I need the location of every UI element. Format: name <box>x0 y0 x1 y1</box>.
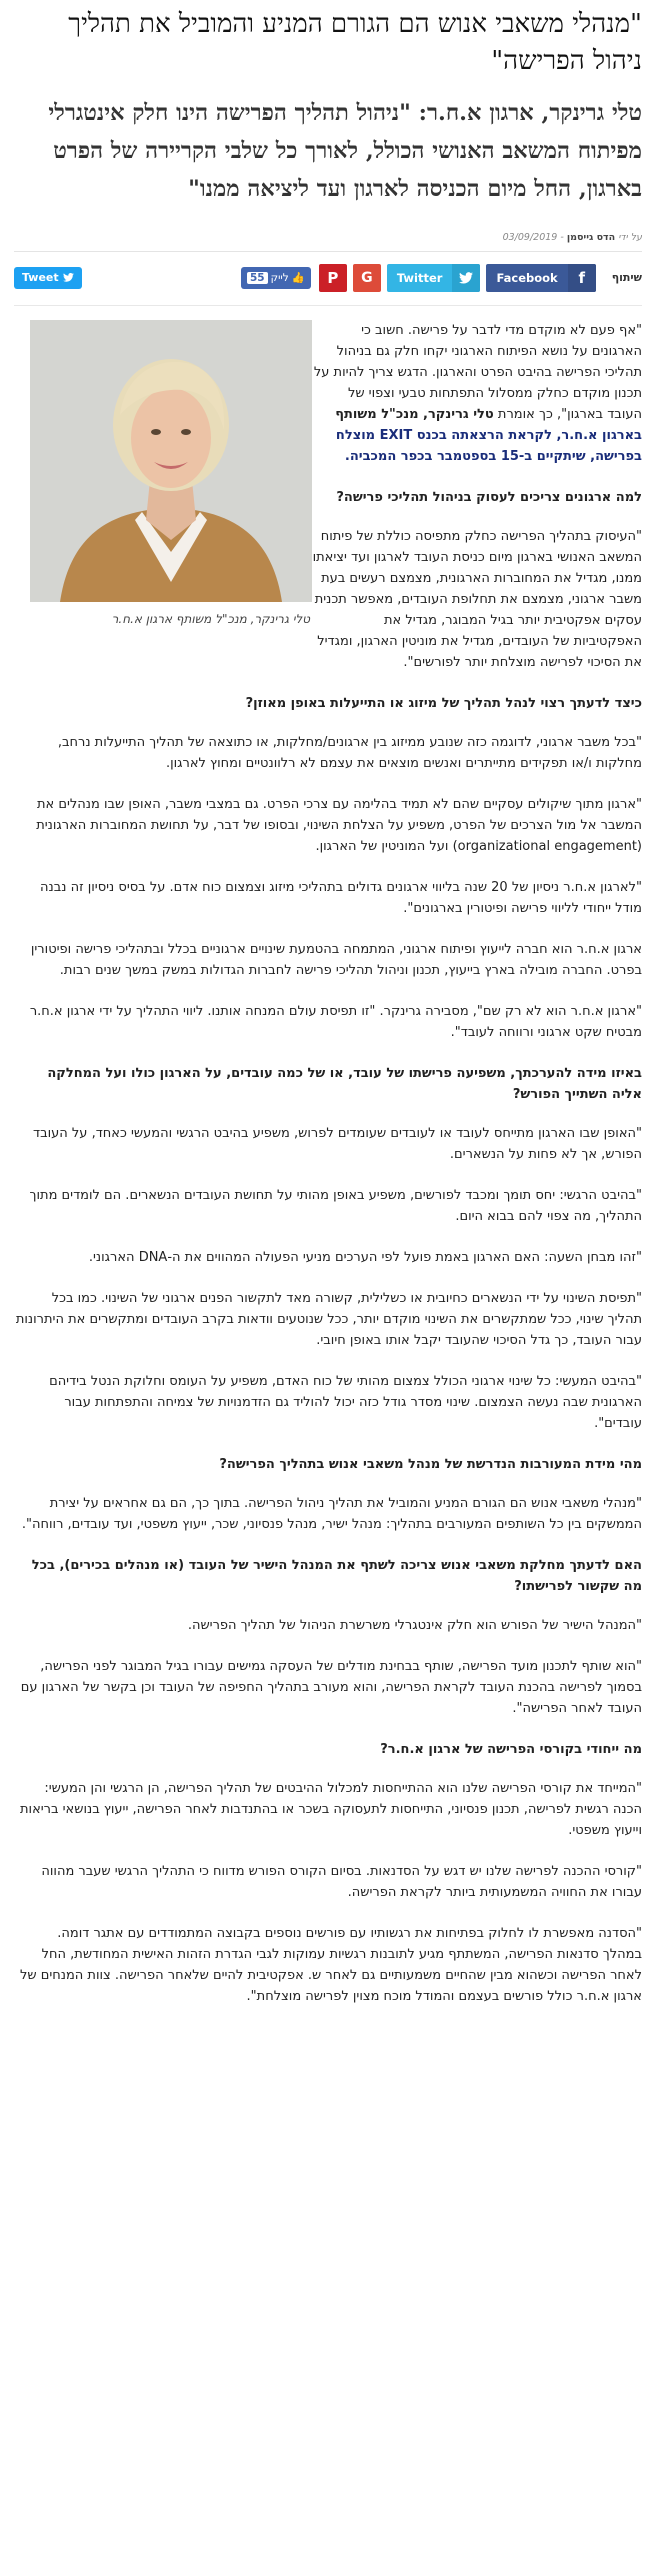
twitter-share-label: Twitter <box>396 270 443 285</box>
answer-paragraph: "המנהל הישיר של הפורש הוא חלק אינטגרלי משרשרת הניהול של תהליך הפרישה. <box>187 1618 642 1633</box>
thumbs-up-icon: 👍 <box>291 272 305 284</box>
question-heading: כיצד לדעתך רצוי לנהל תהליך של מיזוג או התייעלות באופן מאוזן? <box>245 696 642 711</box>
twitter-share-button[interactable] <box>387 264 481 292</box>
author-figure <box>30 320 312 628</box>
intro-bold: טלי גרינקר, מנכ"ל משותף <box>335 407 494 422</box>
answer-paragraph: "בהיבט המעשי: כל שינוי ארגוני הכולל צמצום מהותי של כוח האדם, משפיע על העומס וחלוקת הנטל בידיהם הארגונית שבה נעשה הצמצום. שינוי מסדר גודל כזה יכול להוליד גם הזדמנויות של צמיחה והתפתחות עבור עובדים". <box>49 1374 642 1431</box>
googleplus-icon: G <box>361 269 373 286</box>
tweet-button[interactable] <box>14 267 82 289</box>
byline <box>14 220 642 252</box>
facebook-share-label: Facebook <box>496 270 558 285</box>
twitter-icon <box>452 264 480 292</box>
byline-date: 03/09/2019 <box>502 232 558 243</box>
facebook-share-button[interactable] <box>486 264 595 292</box>
question-heading: למה ארגונים צריכים לעסוק בניהול תהליכי פרישה? <box>336 490 642 505</box>
portrait-photo <box>30 320 312 602</box>
question-heading: מהי מידת המעורבות הנדרשת של מנהל משאבי אנוש בתהליך הפרישה? <box>219 1457 642 1472</box>
article-body <box>14 320 642 2007</box>
question-heading: באיזו מידה להערכתך, משפיעה פרישתו של עובד, או של כמה עובדים, על הארגון כולו ועל המחלקה אליה השתייך הפורש? <box>47 1066 642 1102</box>
answer-paragraph: "הסדנה מאפשרת לו לחלוק בפתיחות את רגשותיו עם פורשים נוספים בקבוצה המתמודדים עם אתגר דומה. במהלך סדנאות הפרישה, המשתתף מגיע לתובנות רגשיות עמוקות לגבי הגדרת הזהות האישית המחודשת, החל לאחר הפרישה וכשהוא מבין שהחיים משמעותיים גם לאחר ש. אפקטיבית להיים שלאחר הפרישה. צוות המנחים של ארגון א.ח.ר כולל פורשים בעצמם והמודל מוכח מצוין לפרישה מוצלחת". <box>20 1926 642 2004</box>
answer-paragraph: "קורסי ההכנה לפרישה שלנו יש דגש על הסדנאות. בסיום הקורס הפורש מדווח כי התהליך הרגשי שעבר מהווה עבורו את החוויה המשמעותית ביותר לקראת הפרישה. <box>41 1864 642 1900</box>
byline-prefix: על ידי <box>618 232 642 243</box>
article-headline: "מנהלי משאבי אנוש הם הגורם המניע והמוביל את תהליך ניהול הפרישה" <box>68 9 642 76</box>
answer-paragraph: "ארגון מתוך שיקולים עסקיים שהם לא תמיד בהלימה עם צרכי הפרט. גם במצבי משבר, האופן שבו מנהלים את המשבר אל מול הצרכים של הפרט, משפיע על הצלחת השינוי, ובסופו של דבר, על תחושת המחוברות הארגונית (organizational engagement) ועל המוניטין של הארגון. <box>36 797 642 854</box>
like-count: 55 <box>247 272 268 284</box>
share-label: שיתוף <box>611 271 642 284</box>
answer-paragraph: "האופן שבו הארגון מתייחס לעובד או לעובדים שעומדים לפרוש, משפיע בהיבט הרגשי והמעשי כאחד, על העובד הפורש, אך לא פחות על הנשארים. <box>33 1126 642 1162</box>
like-label: לייק <box>270 271 289 284</box>
pinterest-share-button[interactable] <box>319 264 347 292</box>
pinterest-icon: P <box>327 268 339 287</box>
question-heading: מה ייחודי בקורסי הפרישה של ארגון א.ח.ר? <box>380 1742 642 1757</box>
answer-paragraph: "המייחד את קורסי הפרישה שלנו הוא ההתייחסות למכלול ההיבטים של תהליך הפרישה, הן הרגשי והן המעשי: הכנה רגשית לפרישה, תכנון פנסיוני, התייחסות לתעסוקה בשכר או בהתנדבות לאחר הפרישה, ייעוץ בנושאי בריאות וייעוץ משפטי. <box>19 1781 642 1838</box>
byline-separator: - <box>557 232 564 243</box>
answer-paragraph: "הוא שותף לתכנון מועד הפרישה, שותף בבחינת מודלים של העסקה גמישים עבורו בגיל המבוגר לפני הפרישה, בסמוך לפרישה בהכנת העובד לקראת הפרישה, והוא מעורב בתהליך החפיפה של העובד וכן בקשר של הארגון עם העובד לאחר הפרישה". <box>20 1659 642 1716</box>
photo-caption: טלי גרינקר, מנכ"ל משותף ארגון א.ח.ר <box>111 612 310 626</box>
tweet-label: Tweet <box>22 271 59 284</box>
answer-paragraph: "לארגון א.ח.ר ניסיון של 20 שנה בליווי ארגונים גדולים בתהליכי מיזוג וצמצום כוח אדם. על בסיס ניסיון זה נבנה מודל ייחודי לליווי פרישה ופיטורין בארגונים". <box>40 880 642 916</box>
answer-paragraph: "בכל משבר ארגוני, לדוגמה כזה שנובע ממיזוג בין ארגונים/מחלקות, או כתוצאה של תהליך התייעלות נרחב, מחלקות ו/או תפקידים מתייתרים ואנשים מוצאים את עצמם לא רלוונטיים ומחוץ לארגון. <box>57 735 642 771</box>
portrait-illustration <box>30 320 312 602</box>
answer-paragraph: "מנהלי משאבי אנוש הם הגורם המניע והמוביל את תהליך ניהול הפרישה. בתוך כך, הם גם אחראים על יצירת הממשקים בין כל השותפים המעורבים בתהליך: מנהל ישיר, מנהל פנסיוני, שכר, ייעוץ משפטי, ועד עובדים, רווחה". <box>21 1496 642 1532</box>
answer-paragraph: "בהיבט הרגשי: יחס תומך ומכבד לפורשים, משפיע באופן מהותי על תחושת העובדים הנשארים. הם לומדים מתוך התהליך, מה צפוי להם בבוא היום. <box>29 1188 642 1224</box>
share-bar <box>14 252 642 306</box>
facebook-like-button[interactable] <box>241 267 311 289</box>
article-subhead: טלי גרינקר, ארגון א.ח.ר: "ניהול תהליך הפרישה הינו חלק אינטגרלי מפיתוח המשאב האנושי הכולל, לאורך כל שלבי הקריירה של הפרט בארגון, החל מיום הכניסה לארגון ועד ליציאה ממנו" <box>48 100 642 202</box>
answer-paragraph: "ארגון א.ח.ר הוא לא רק שם", מסבירה גרינקר. "זו תפיסת עולם המנחה אותנו. ליווי התהליך על ידי ארגון א.ח.ר מבטיח שקט ארגוני ורווחה לעובד". <box>29 1004 642 1040</box>
intro-event-highlight[interactable]: בארגון א.ח.ר, לקראת הרצאתה בכנס EXIT מוצלח בפרישה, שיתקיים ב-15 בספטמבר בכפר המכביה. <box>335 428 642 464</box>
facebook-icon: f <box>568 264 596 292</box>
question-heading: האם לדעתך מחלקת משאבי אנוש צריכה לשתף את המנהל הישיר של העובד (או מנהלים בכירים), בכל מה שקשור לפרישתו? <box>31 1558 642 1594</box>
tweet-bird-icon <box>63 273 74 282</box>
intro-text: "אף פעם לא מוקדם מדי לדבר על פרישה. חשוב כי הארגונים על נושא הפיתוח הארגוני יקחו חלק גם בניהול תהליכי הפרישה בהיבט הפרט והארגון. הדגש צריך להיות על תכנון מוקדם כחלק ממסלול התפתחות טבעי וצפוי של העובד בארגון", כך אומרת <box>313 323 642 422</box>
googleplus-share-button[interactable] <box>353 264 381 292</box>
answer-paragraph: "זהו מבחן השעה: האם הארגון באמת פועל לפי הערכים מניעי הפעולה המהווים את ה-DNA הארגוני. <box>88 1250 642 1265</box>
byline-author[interactable]: הדס גייסמן <box>566 232 616 243</box>
answer-paragraph: ארגון א.ח.ר הוא חברה לייעוץ ופיתוח ארגוני, המתמחה בהטמעת שינויים ארגוניים בכלל ובתהליכי פרישה ופיטורין בפרט. החברה מובילה בארץ בייעוץ, תכנון וניהול תהליכי פרישה לחברות הגדולות במשק במשך שנים רבות. <box>30 942 642 978</box>
answer-paragraph: "העיסוק בתהליך הפרישה כחלק מתפיסה כוללת של פיתוח המשאב האנושי בארגון מיום כניסת העובד לארגון ועד יציאתו ממנו, מגדיל את המחוברות הארגונית, מצמצם רעשים בעת משבר ארגוני, מצמצם את תחלופת העובדים, מאפשר תכנית עסקים אפקטיבית יותר בגיל המבוגר, מגדיל את האפקטיביות של העובדים, מגדיל את מוניטין הארגון, ומגדיל את הסיכוי לפרישה מוצלחת יותר לפורשים". <box>312 529 642 670</box>
answer-paragraph: "תפיסת השינוי על ידי הנשארים כחיובית או כשלילית, קשורה מאד לתקשור הפנים ארגוני של השינוי. כמו בכל תהליך שינוי, ככל שמתקשרים את השינוי מוקדם יותר, ככל שנוטעים וודאות בקרב העובדים ומתקשרים את היתרונות עבור העובד, כך גדל הסיכוי שהעובד יקבל אותו באופן חיובי. <box>15 1291 642 1348</box>
